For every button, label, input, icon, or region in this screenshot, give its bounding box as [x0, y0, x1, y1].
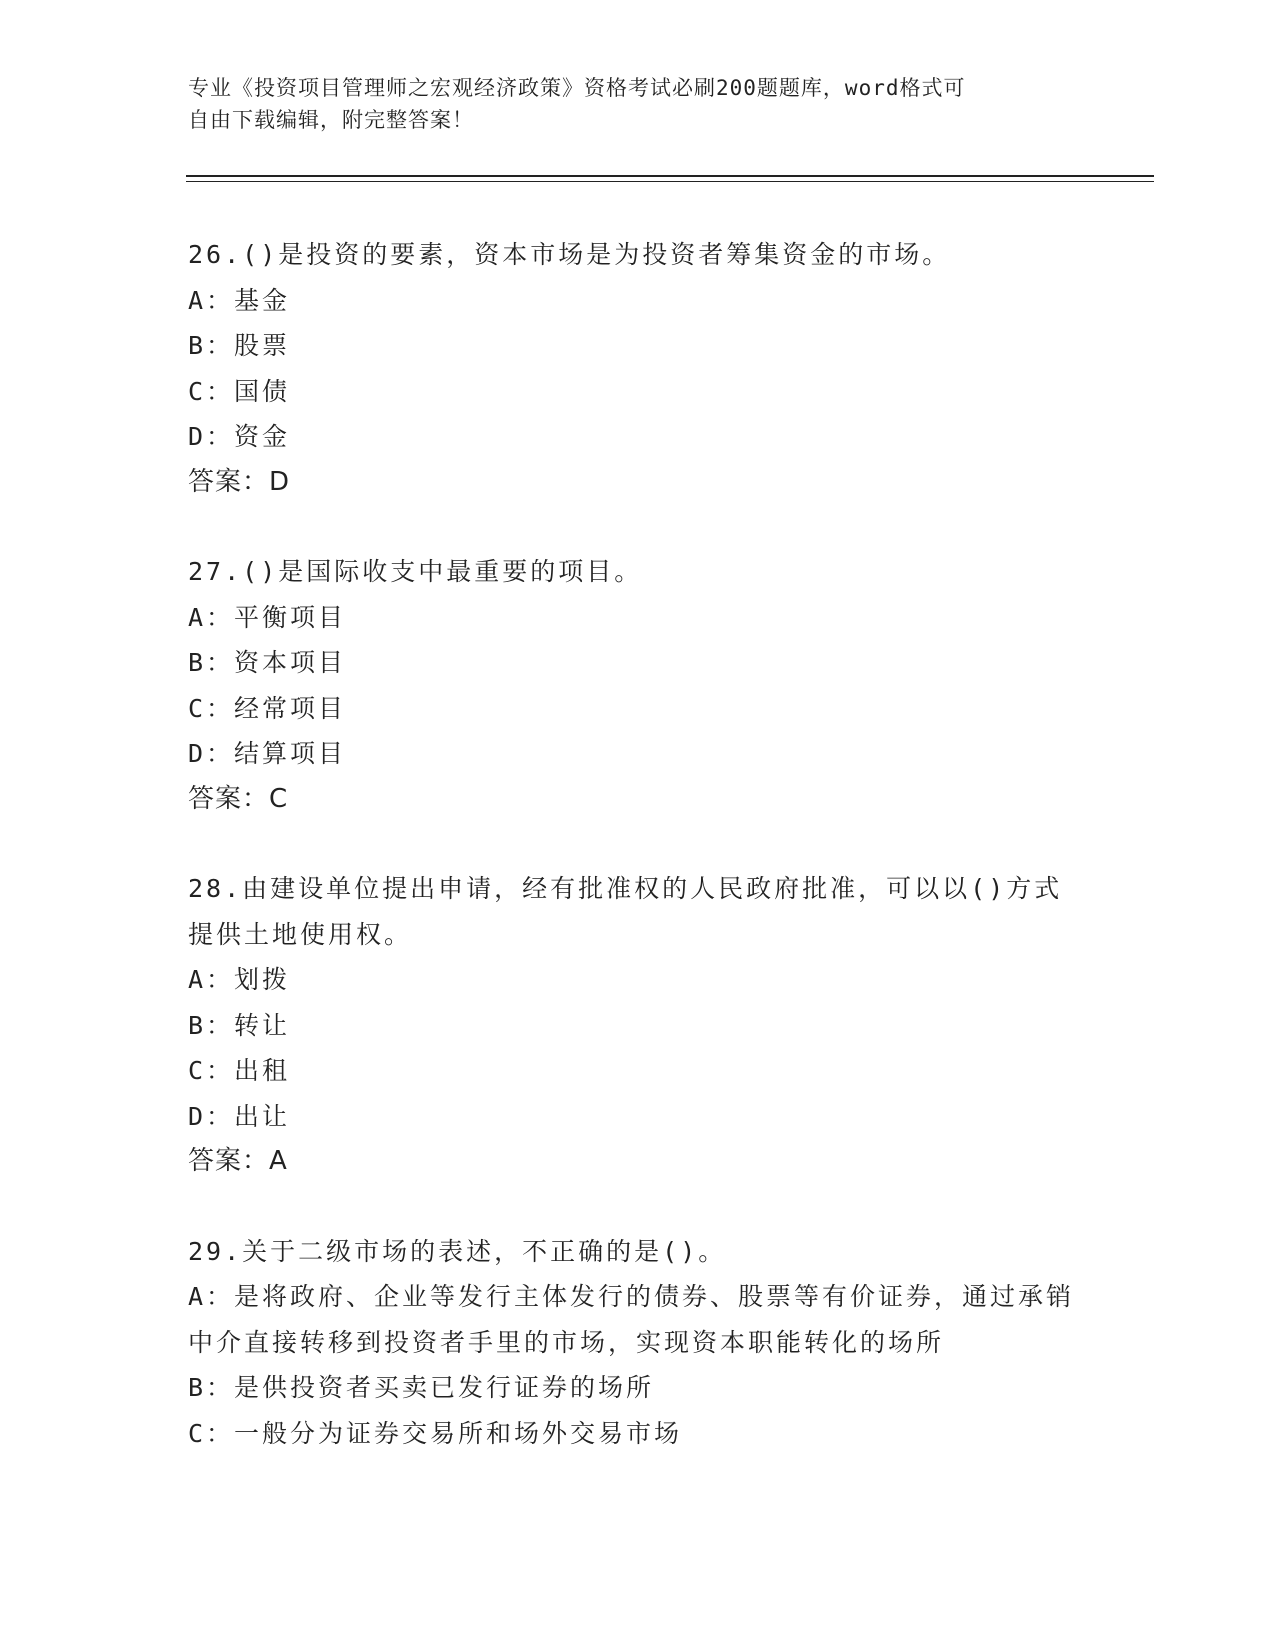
- answer-line: 答案：A: [188, 1146, 288, 1176]
- header-divider-thick: [186, 175, 1154, 177]
- option-a: A：平衡项目: [188, 602, 347, 632]
- option-d: D：结算项目: [188, 739, 347, 768]
- question-list: [188, 232, 1088, 1500]
- option-a: A：基金: [188, 285, 291, 315]
- question-26: [188, 232, 1088, 505]
- option-b: B：是供投资者买卖已发行证券的场所: [188, 1373, 655, 1402]
- option-b: B：资本项目: [188, 648, 347, 677]
- answer-line: 答案：D: [188, 466, 291, 497]
- question-stem: 29.关于二级市场的表述，不正确的是()。: [188, 1236, 727, 1266]
- option-d: D：出让: [188, 1101, 291, 1131]
- question-27: [188, 549, 1088, 822]
- option-c: C：出租: [188, 1056, 291, 1085]
- question-28: [188, 866, 1088, 1185]
- option-b: B：股票: [188, 331, 291, 360]
- question-stem: 28.由建设单位提出申请，经有批准权的人民政府批准，可以以()方式提供土地使用权。: [188, 874, 1063, 949]
- option-c: C：经常项目: [188, 693, 347, 723]
- header-line-1: 专业《投资项目管理师之宏观经济政策》资格考试必刷200题题库，word格式可: [188, 76, 966, 100]
- option-c: C：一般分为证券交易所和场外交易市场: [188, 1418, 683, 1448]
- option-b: B：转让: [188, 1010, 291, 1040]
- option-c: C：国债: [188, 376, 291, 406]
- option-a: A：是将政府、企业等发行主体发行的债券、股票等有价证券，通过承销中介直接转移到投资者手里的市场，实现资本职能转化的场所: [188, 1282, 1075, 1357]
- option-d: D：资金: [188, 422, 291, 451]
- document-header: [188, 72, 1068, 136]
- header-divider-thin: [186, 181, 1154, 182]
- header-line-2: 自由下载编辑，附完整答案！: [188, 108, 474, 132]
- question-stem: 26.()是投资的要素，资本市场是为投资者筹集资金的市场。: [188, 240, 951, 269]
- question-stem: 27.()是国际收支中最重要的项目。: [188, 557, 643, 586]
- option-a: A：划拨: [188, 965, 291, 994]
- answer-line: 答案：C: [188, 783, 289, 814]
- question-29: [188, 1229, 1088, 1457]
